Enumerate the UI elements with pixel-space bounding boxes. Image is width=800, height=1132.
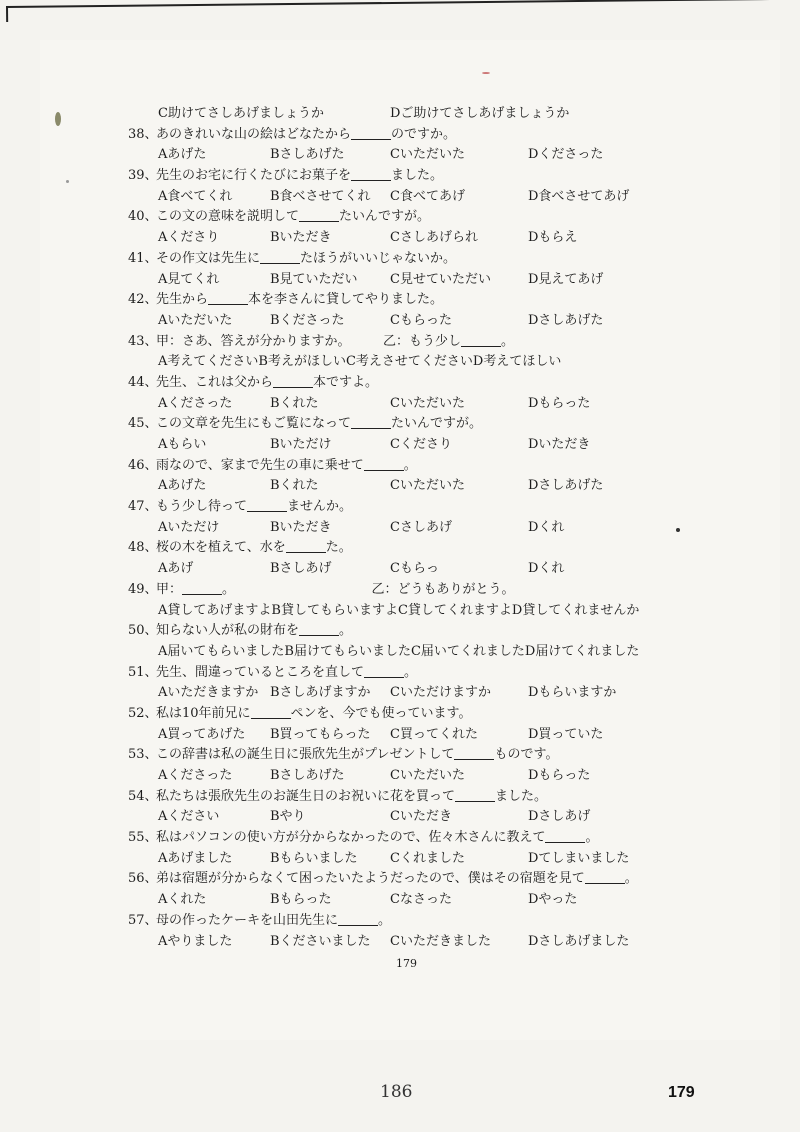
answer-option: A買ってあげた [158, 726, 246, 742]
answer-option: Cなさった [390, 892, 452, 908]
answer-blank [351, 167, 391, 181]
answer-option: Dくれ [528, 561, 565, 577]
answer-option: Aあげ [158, 561, 194, 577]
answer-option: A見てくれ [158, 271, 220, 287]
question-text: この辞書は私の誕生日に張欣先生がプレゼントして [156, 747, 455, 763]
options-row [128, 145, 688, 166]
question-text-end: 。 乙：どうもありがとう。 [222, 581, 515, 597]
answer-blank [454, 746, 494, 760]
answer-option: C考えさせてください [345, 354, 473, 370]
answer-option: C見せていただい [390, 271, 491, 287]
answer-option: C食べてあげ [390, 188, 465, 204]
question-line [128, 621, 688, 642]
question-text: 母の作ったケーキを山田先生に [156, 912, 339, 928]
question-text: 桜の木を植えて、水を [156, 540, 286, 556]
answer-option: A食べてくれ [158, 188, 233, 204]
answer-blank [208, 291, 248, 305]
question-text-end: 。 [624, 871, 638, 887]
answer-blank [461, 333, 501, 347]
options-row [128, 228, 688, 249]
question-line [128, 704, 688, 725]
answer-option: Aください [158, 809, 220, 825]
answer-option: D貸してくれませんか [511, 602, 640, 618]
question-text-end: ました。 [495, 788, 548, 804]
answer-blank [260, 250, 300, 264]
answer-option: A貸してあげますよ [158, 602, 272, 618]
answer-option: Dやった [528, 892, 578, 908]
answer-option: B貸してもらいますよ [271, 602, 398, 618]
answer-option: Dもらった [528, 395, 591, 411]
answer-option: Aもらい [158, 437, 207, 452]
answer-option: Cくれました [390, 850, 465, 866]
question-text-end: 。 [339, 623, 353, 639]
footer-page-number-bold: 179 [668, 1084, 695, 1101]
answer-option: Dくれ [528, 519, 565, 535]
options-row [128, 435, 688, 456]
question-number: 54、 [128, 788, 158, 804]
answer-option: Dさしあげ [528, 809, 591, 825]
options-row [128, 394, 688, 415]
inner-page-number: 179 [396, 957, 417, 970]
question-line [128, 745, 688, 766]
answer-option: Dさしあげました [528, 933, 630, 949]
answer-option: Bもらった [270, 892, 332, 908]
options-row [128, 890, 688, 911]
question-text: この文の意味を説明して [156, 209, 300, 225]
answer-blank [545, 829, 585, 843]
answer-blank [299, 622, 339, 636]
answer-option: Bさしあげ [270, 561, 332, 577]
question-text-end: たいんですが。 [391, 416, 483, 432]
question-text: 先生、間違っているところを直して [156, 664, 365, 680]
question-text-end: 本ですよ。 [313, 374, 379, 390]
answer-option: Aあげた [158, 147, 207, 163]
question-text: 私は10年前兄に [156, 705, 251, 721]
answer-option: Bくれた [270, 395, 319, 411]
answer-option: Dもらいますか [528, 685, 617, 701]
answer-option: Cもらっ [390, 561, 439, 577]
answer-blank [351, 415, 391, 429]
options-row [128, 683, 688, 704]
answer-blank [286, 539, 326, 553]
question-text-end: 。 [378, 912, 392, 928]
answer-option: B買ってもらった [270, 726, 371, 742]
question-line [128, 166, 688, 187]
question-line [128, 497, 688, 518]
scan-speck [482, 72, 490, 74]
answer-option: Dさしあげた [528, 478, 604, 494]
answer-option: Aいただきますか [158, 685, 259, 701]
answer-option: D見えてあげ [528, 271, 604, 287]
answer-option: Bさしあげますか [270, 685, 371, 701]
answer-blank [273, 374, 313, 388]
answer-option: Cいただき [390, 809, 452, 825]
answer-option: Bいただき [270, 230, 332, 246]
question-text: 甲： [156, 581, 183, 597]
answer-blank [364, 664, 404, 678]
answer-option: Bくださいました [270, 933, 371, 949]
question-number: 51、 [128, 664, 158, 680]
question-text: 先生、これは父から [156, 374, 274, 390]
answer-option: C届いてくれました [410, 643, 525, 659]
options-row [128, 187, 688, 208]
answer-option: Aくださった [158, 768, 233, 783]
options-row [128, 932, 688, 953]
answer-blank [351, 126, 391, 140]
answer-option: B食べさせてくれ [270, 188, 371, 204]
question-number: 46、 [128, 457, 158, 473]
question-text: 私たちは張欣先生のお誕生日のお祝いに花を買って [156, 788, 456, 804]
options-row [128, 807, 688, 828]
answer-option: Cくださり [390, 437, 452, 452]
question-line [128, 207, 688, 228]
question-text-end: 。 [500, 333, 514, 349]
exercise-list [128, 104, 688, 952]
answer-option: Aくださり [158, 230, 220, 246]
answer-blank [364, 457, 404, 471]
answer-option: Cさしあげ [390, 519, 452, 535]
answer-option: Aあげた [158, 478, 207, 494]
question-number: 49、 [128, 581, 158, 597]
answer-option: Aくれた [158, 892, 207, 908]
answer-option: Dもらえ [528, 230, 578, 246]
answer-option: D考えてほしい [472, 354, 562, 370]
question-number: 42、 [128, 292, 158, 308]
question-text: その作文は先生に [156, 250, 261, 266]
question-text-end: のですか。 [391, 126, 457, 142]
question-number: 53、 [128, 747, 158, 763]
answer-option: Aあげました [158, 850, 233, 866]
answer-option: Bいただけ [270, 437, 332, 452]
question-line [128, 538, 688, 559]
answer-option: Bいただき [270, 519, 332, 535]
question-line [128, 414, 688, 435]
question-number: 52、 [128, 705, 158, 721]
answer-option: Dくださった [528, 147, 604, 163]
question-text: 先生から [156, 292, 209, 308]
answer-option: B届けてもらいました [284, 643, 411, 659]
question-number: 57、 [128, 912, 158, 928]
footer-page-number: 186 [380, 1082, 413, 1102]
options-row [128, 270, 688, 291]
question-text-end: た。 [325, 540, 352, 556]
scan-speck [55, 112, 61, 126]
answer-option: Cいただいた [390, 478, 465, 494]
question-number: 39、 [128, 168, 158, 184]
answer-option: Dもらった [528, 768, 591, 783]
answer-option: C貸してくれますよ [397, 602, 512, 618]
question-number: 56、 [128, 871, 158, 887]
question-number: 50、 [128, 623, 158, 639]
scan-edge [6, 0, 798, 22]
answer-option: A考えてください [158, 354, 259, 370]
answer-option: C買ってくれた [390, 726, 478, 742]
answer-option: Aやりました [158, 933, 233, 949]
question-line [128, 456, 688, 477]
question-line [128, 787, 688, 808]
answer-option: Bくれた [270, 478, 319, 494]
question-text: 甲：さあ、答えが分かりますか。 乙：もう少し [156, 333, 461, 349]
question-text-end: 。 [585, 830, 599, 846]
question-text: 知らない人が私の財布を [156, 623, 300, 639]
question-line [128, 911, 688, 932]
options-row [128, 849, 688, 870]
answer-blank [338, 912, 378, 926]
question-line [128, 332, 688, 353]
question-text: あのきれいな山の絵はどなたから [156, 126, 352, 142]
answer-option: D届けてくれました [524, 643, 640, 659]
options-row [128, 311, 688, 332]
question-number: 44、 [128, 374, 158, 390]
answer-option: Aくださった [158, 395, 233, 411]
question-text: 私はパソコンの使い方が分からなかったので、佐々木さんに教えて [156, 830, 546, 846]
answer-option: B見ていただい [270, 271, 358, 287]
answer-option: B考えがほしい [258, 354, 346, 370]
answer-option: Dいただき [528, 437, 591, 452]
question-number: 38、 [128, 126, 158, 142]
answer-blank [247, 498, 287, 512]
question-text: もう少し待って [156, 499, 248, 515]
question-number: 41、 [128, 250, 158, 266]
answer-option: Cいただいた [390, 768, 465, 783]
answer-option: D食べさせてあげ [528, 188, 630, 204]
options-row [128, 476, 688, 497]
question-text-end: ました。 [391, 168, 444, 184]
question-text-end: 。 [404, 664, 418, 680]
question-text-end: 。 [403, 457, 417, 473]
options-row [128, 642, 688, 663]
question-line [128, 125, 688, 146]
answer-option: Bさしあげた [270, 768, 345, 783]
question-line [128, 828, 688, 849]
answer-blank [585, 870, 625, 884]
question-number: 48、 [128, 540, 158, 556]
answer-blank [455, 788, 495, 802]
answer-option: Dてしまいました [528, 850, 630, 866]
options-row [128, 104, 688, 125]
answer-option: Bやり [270, 809, 306, 825]
options-row [128, 601, 688, 622]
question-text: 先生のお宅に行くたびにお菓子を [156, 168, 352, 184]
answer-option: Dさしあげた [528, 312, 604, 328]
answer-option: D買っていた [528, 726, 604, 742]
answer-option: Cいただけますか [390, 685, 491, 701]
answer-option: Cいただいた [390, 395, 465, 411]
question-number: 45、 [128, 416, 158, 432]
options-row [128, 352, 688, 373]
options-row [128, 725, 688, 746]
answer-option: Dご助けてさしあげましょうか [390, 106, 570, 121]
question-text-end: たいんですが。 [339, 209, 431, 225]
question-line [128, 580, 688, 601]
options-row [128, 559, 688, 580]
answer-blank [251, 705, 291, 719]
answer-option: Bさしあげた [270, 147, 345, 163]
question-number: 47、 [128, 499, 158, 515]
question-text: この文章を先生にもご覧になって [156, 416, 352, 432]
answer-option: A届いてもらいました [158, 643, 285, 659]
answer-option: Bもらいました [270, 850, 358, 866]
question-line [128, 373, 688, 394]
question-line [128, 663, 688, 684]
scan-speck [676, 528, 680, 532]
answer-option: Cもらった [390, 312, 452, 328]
question-text-end: 本を李さんに貸してやりました。 [248, 292, 444, 308]
answer-option: Cいただきました [390, 933, 491, 949]
answer-blank [182, 581, 222, 595]
answer-blank [299, 208, 339, 222]
question-text: 弟は宿題が分からなくて困ったいたようだったので、僕はその宿題を見て [156, 871, 585, 887]
question-number: 55、 [128, 830, 158, 846]
question-number: 40、 [128, 209, 158, 225]
scan-speck [66, 180, 69, 183]
answer-option: Cいただいた [390, 147, 465, 163]
question-line [128, 869, 688, 890]
question-text-end: ませんか。 [287, 499, 353, 515]
question-text-end: ペンを、今でも使っています。 [290, 705, 472, 721]
answer-option: Cさしあげられ [390, 230, 478, 246]
answer-option: Bくださった [270, 312, 345, 328]
answer-option: Aいただいた [158, 312, 233, 328]
answer-option: Aいただけ [158, 519, 220, 535]
question-line [128, 249, 688, 270]
question-number: 43、 [128, 333, 158, 349]
question-text: 雨なので、家まで先生の車に乗せて [156, 457, 364, 473]
question-line [128, 290, 688, 311]
options-row [128, 518, 688, 539]
answer-option: C助けてさしあげましょうか [158, 106, 324, 121]
question-text-end: ものです。 [494, 747, 559, 763]
options-row [128, 766, 688, 787]
question-text-end: たほうがいいじゃないか。 [300, 250, 457, 266]
